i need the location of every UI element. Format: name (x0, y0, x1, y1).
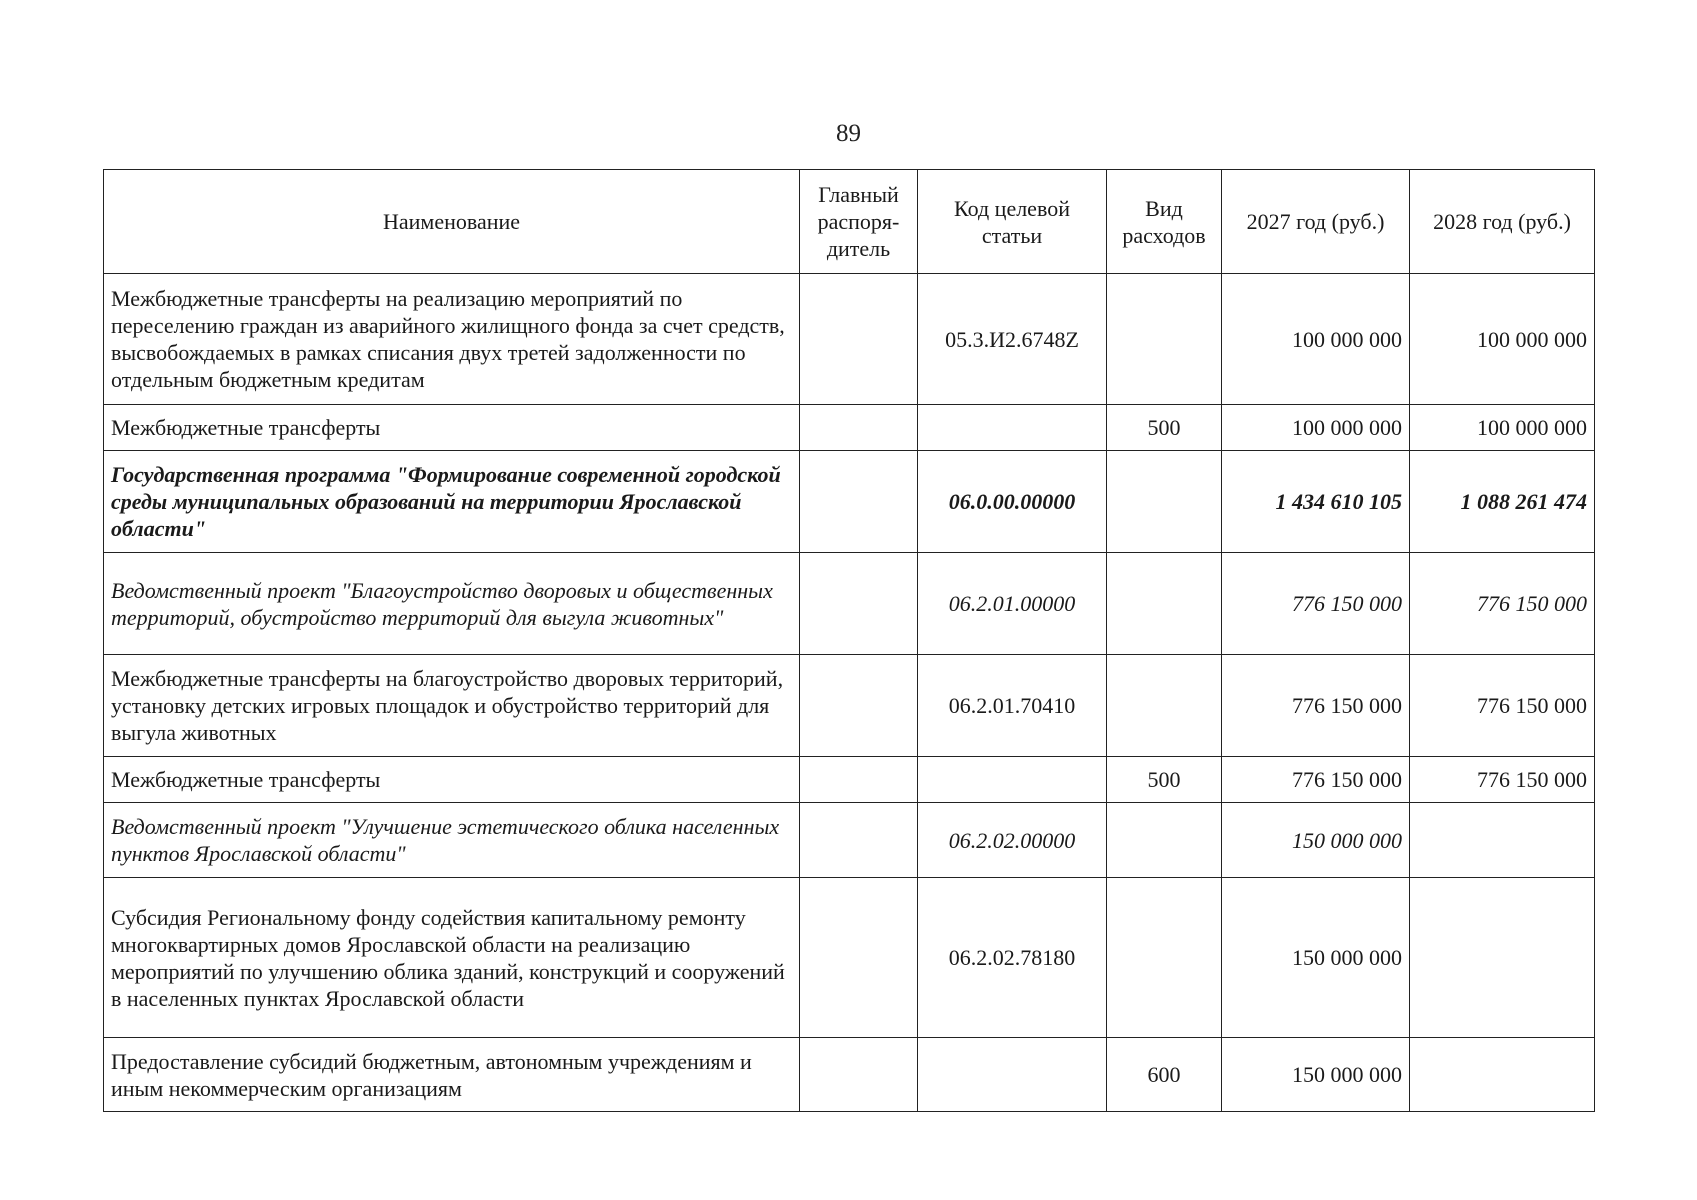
row-manager (800, 655, 918, 757)
header-manager: Главный распоря-дитель (800, 170, 918, 274)
table-row (104, 451, 1595, 553)
row-name: Межбюджетные трансферты на реализацию мероприятий по переселению граждан из аварийного жилищного фонда за счет средств, высвобождаемых в рамках списания двух третей задолженности по отдельным бюджетным кредитам (104, 274, 800, 405)
row-code: 06.2.01.00000 (918, 553, 1107, 655)
row-2027: 776 150 000 (1222, 757, 1410, 803)
page-number: 89 (836, 120, 861, 147)
row-type: 500 (1107, 405, 1222, 451)
header-type: Вид расходов (1107, 170, 1222, 274)
row-2027: 150 000 000 (1222, 803, 1410, 878)
row-name: Государственная программа "Формирование современной городской среды муниципальных образований на территории Ярославской области" (104, 451, 800, 553)
row-manager (800, 274, 918, 405)
row-2028 (1410, 878, 1595, 1038)
table-row (104, 405, 1595, 451)
row-manager (800, 1038, 918, 1112)
table-row (104, 803, 1595, 878)
row-manager (800, 405, 918, 451)
row-code (918, 757, 1107, 803)
row-manager (800, 451, 918, 553)
row-name: Ведомственный проект "Благоустройство дворовых и общественных территорий, обустройство территорий для выгула животных" (104, 553, 800, 655)
row-name: Ведомственный проект "Улучшение эстетического облика населенных пунктов Ярославской области" (104, 803, 800, 878)
table-row (104, 274, 1595, 405)
row-code (918, 1038, 1107, 1112)
row-2027: 1 434 610 105 (1222, 451, 1410, 553)
row-manager (800, 878, 918, 1038)
row-manager (800, 803, 918, 878)
header-2028: 2028 год (руб.) (1410, 170, 1595, 274)
table-row (104, 878, 1595, 1038)
row-type: 600 (1107, 1038, 1222, 1112)
row-name: Межбюджетные трансферты на благоустройство дворовых территорий, установку детских игровых площадок и обустройство территорий для выгула животных (104, 655, 800, 757)
row-2028: 776 150 000 (1410, 757, 1595, 803)
budget-table (103, 169, 1595, 1112)
row-name: Межбюджетные трансферты (104, 405, 800, 451)
row-code: 06.2.02.00000 (918, 803, 1107, 878)
row-type (1107, 878, 1222, 1038)
row-code: 06.2.02.78180 (918, 878, 1107, 1038)
header-name: Наименование (104, 170, 800, 274)
row-2027: 776 150 000 (1222, 655, 1410, 757)
row-2027: 150 000 000 (1222, 878, 1410, 1038)
row-type (1107, 274, 1222, 405)
row-code: 06.0.00.00000 (918, 451, 1107, 553)
row-2027: 100 000 000 (1222, 274, 1410, 405)
row-type (1107, 803, 1222, 878)
row-2028: 776 150 000 (1410, 553, 1595, 655)
table-row (104, 553, 1595, 655)
header-code: Код целевой статьи (918, 170, 1107, 274)
row-code: 06.2.01.70410 (918, 655, 1107, 757)
header-2027: 2027 год (руб.) (1222, 170, 1410, 274)
row-2027: 150 000 000 (1222, 1038, 1410, 1112)
row-2028: 1 088 261 474 (1410, 451, 1595, 553)
row-type (1107, 553, 1222, 655)
row-manager (800, 553, 918, 655)
row-type (1107, 451, 1222, 553)
row-2028: 100 000 000 (1410, 405, 1595, 451)
row-name: Предоставление субсидий бюджетным, автономным учреждениям и иным некоммерческим организациям (104, 1038, 800, 1112)
row-name: Субсидия Региональному фонду содействия капитальному ремонту многоквартирных домов Ярославской области на реализацию мероприятий по улучшению облика зданий, конструкций и сооружений в населенных пунктах Ярославской области (104, 878, 800, 1038)
row-2027: 776 150 000 (1222, 553, 1410, 655)
row-2028: 100 000 000 (1410, 274, 1595, 405)
row-code (918, 405, 1107, 451)
row-2028 (1410, 803, 1595, 878)
table-row (104, 757, 1595, 803)
row-manager (800, 757, 918, 803)
row-2028: 776 150 000 (1410, 655, 1595, 757)
row-code: 05.3.И2.6748Z (918, 274, 1107, 405)
table-header-row (104, 170, 1595, 274)
table-row (104, 1038, 1595, 1112)
row-type: 500 (1107, 757, 1222, 803)
row-2028 (1410, 1038, 1595, 1112)
row-name: Межбюджетные трансферты (104, 757, 800, 803)
row-2027: 100 000 000 (1222, 405, 1410, 451)
table-row (104, 655, 1595, 757)
row-type (1107, 655, 1222, 757)
